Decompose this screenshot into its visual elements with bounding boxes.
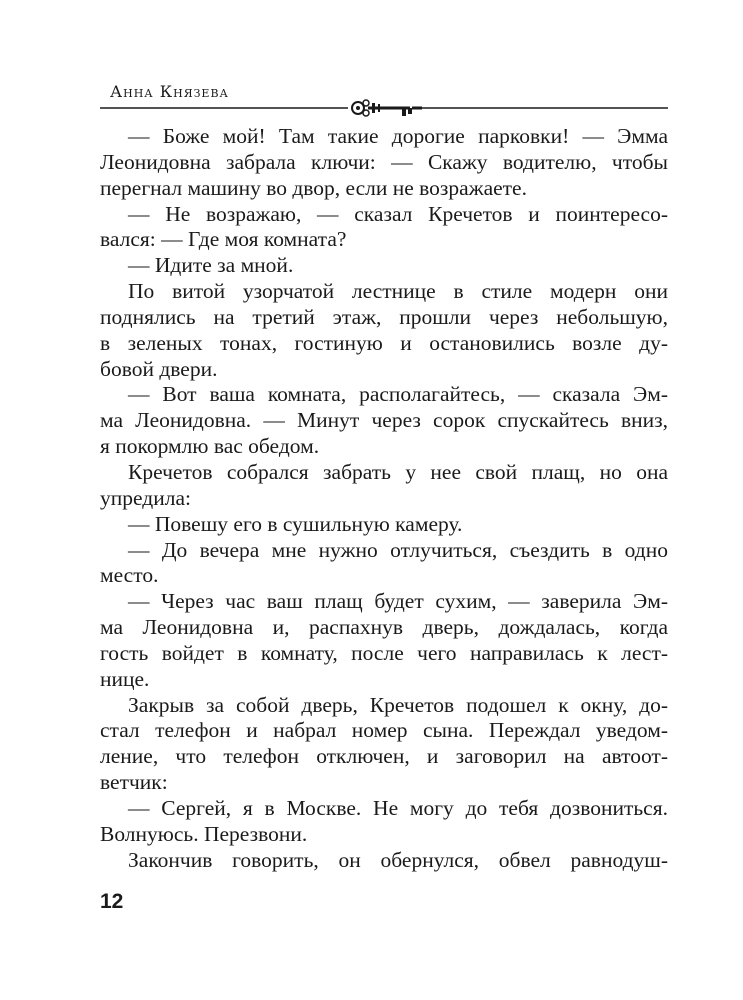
text-line: в зеленых тонах, гостиную и остановились возле ду-	[100, 330, 668, 355]
text-line: ма Леонидовна. — Минут через сорок спускайтесь вниз,	[100, 408, 668, 433]
text-line: бовой двери.	[100, 356, 218, 381]
page-number: 12	[100, 890, 124, 913]
text-line: ветчик:	[100, 770, 168, 795]
text-line: упредила:	[100, 485, 191, 510]
body-text	[100, 124, 668, 873]
text-line: перегнал машину во двор, если не возражаете.	[100, 175, 527, 200]
text-line: — Не возражаю, — сказал Кречетов и поинтересо-	[128, 201, 668, 226]
text-line: стал телефон и набрал номер сына. Переждал уведом-	[100, 718, 668, 743]
text-line: я покормлю вас обедом.	[100, 434, 320, 459]
text-line: — Боже мой! Там такие дорогие парковки! — Эмма	[128, 124, 668, 148]
text-line: — До вечера мне нужно отлучиться, съездить в одно	[128, 537, 668, 562]
text-line: место.	[100, 563, 159, 588]
text-line: Закрыв за собой дверь, Кречетов подошел к окну, до-	[128, 692, 668, 717]
text-line: гость войдет в комнату, после чего направилась к лест-	[100, 640, 668, 665]
text-line: По витой узорчатой лестнице в стиле модерн они	[128, 279, 668, 304]
text-line: ма Леонидовна и, распахнув дверь, дождалась, когда	[100, 615, 668, 640]
text-line: — Через час ваш плащ будет сухим, — заверила Эм-	[128, 589, 668, 614]
text-line: Волнуюсь. Перезвони.	[100, 821, 308, 846]
text-line: ление, что телефон отключен, и заговорил на автоот-	[100, 744, 668, 769]
running-title: Анна Князева	[110, 82, 229, 101]
text-line: Закончив говорить, он обернулся, обвел равнодуш-	[128, 847, 668, 872]
text-line: — Вот ваша комната, располагайтесь, — сказала Эм-	[128, 382, 668, 407]
text-line: Кречетов собрался забрать у нее свой плащ, но она	[128, 459, 668, 484]
key-ornament-icon	[100, 98, 668, 118]
text-line: Леонидовна забрала ключи: — Скажу водителю, чтобы	[100, 149, 668, 174]
text-line: — Повешу его в сушильную камеру.	[128, 511, 463, 536]
text-line: вался: — Где моя комната?	[100, 227, 347, 252]
text-line: — Идите за мной.	[128, 253, 294, 278]
text-line: нице.	[100, 666, 150, 691]
header-rule	[100, 98, 668, 118]
text-line: — Сергей, я в Москве. Не могу до тебя дозвониться.	[128, 795, 668, 820]
text-line: поднялись на третий этаж, прошли через небольшую,	[100, 304, 668, 329]
